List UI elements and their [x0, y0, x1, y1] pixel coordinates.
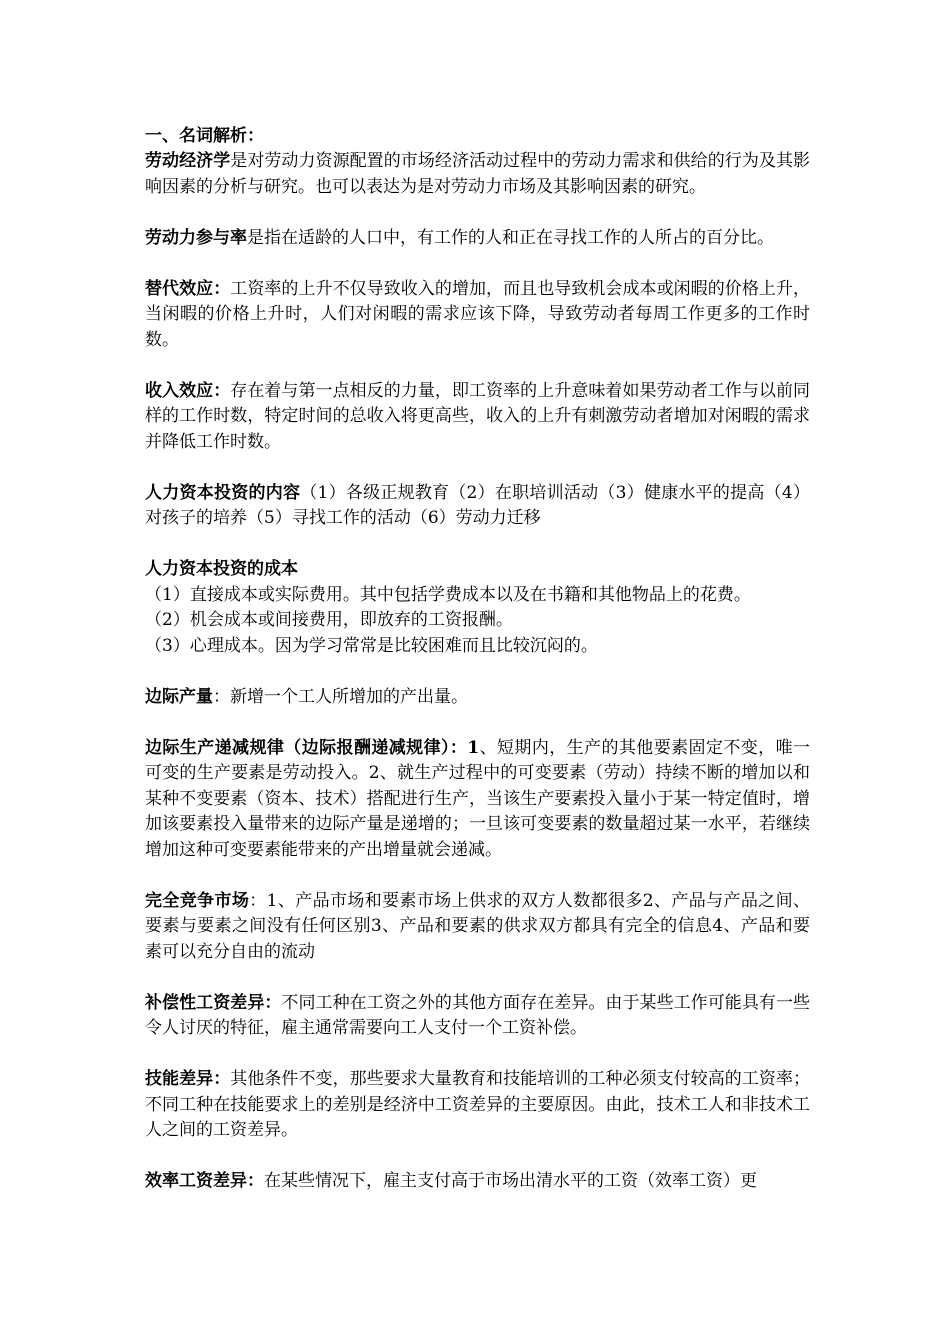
entry-labor-economics	[145, 149, 810, 200]
term: 人力资本投资的成本	[145, 559, 298, 579]
entry-marginal-product	[145, 685, 810, 711]
term: 技能差异：	[145, 1069, 231, 1089]
term: 劳动力参与率	[145, 227, 247, 248]
cost-line: （3）心理成本。因为学习常常是比较困难而且比较沉闷的。	[145, 635, 598, 656]
entry-human-capital-content	[145, 481, 810, 532]
entry-skill-differential	[145, 1067, 810, 1144]
term: 边际生产递减规律（边际报酬递减规律）：1	[145, 737, 480, 758]
term: 劳动经济学	[145, 151, 231, 171]
definition: 其他条件不变，那些要求大量教育和技能培训的工种必须支付较高的工资率；不同工种在技能要求上的差别是经济中工资差异的主要原因。由此，技术工人和非技术工人之间的工资差异。	[145, 1069, 811, 1140]
definition: 存在着与第一点相反的力量，即工资率的上升意味着如果劳动者工作与以前同样的工作时数，特定时间的总收入将更高些，收入的上升有刺激劳动者增加对闲暇的需求并降低工作时数。	[145, 380, 811, 452]
definition: 在某些情况下，雇主支付高于市场出清水平的工资（效率工资）更	[264, 1171, 757, 1191]
definition: 是对劳动力资源配置的市场经济活动过程中的劳动力需求和供给的行为及其影响因素的分析与研究。也可以表达为是对劳动力市场及其影响因素的研究。	[145, 151, 811, 197]
entry-income-effect	[145, 379, 810, 456]
entry-substitution-effect	[145, 277, 810, 354]
entry-compensating-differential	[145, 991, 810, 1042]
entry-diminishing-returns	[145, 736, 810, 864]
cost-line: （1）直接成本或实际费用。其中包括学费成本以及在书籍和其他物品上的花费。	[145, 584, 751, 605]
definition: 、短期内，生产的其他要素固定不变，唯一可变的生产要素是劳动投入。2、就生产过程中的可变要素（劳动）持续不断的增加以和某种不变要素（资本、技术）搭配进行生产，当该生产要素投入量小于某一特定值时，增加该要素投入量带来的边际产量是递增的；一旦该可变要素的数量超过某一水平，若继续增加这种可变要素能带来的产出增量就会递减。	[145, 737, 811, 860]
definition: ：1、产品市场和要素市场上供求的双方人数都很多2、产品与产品之间、要素与要素之间没有任何区别3、产品和要素的供求双方都具有完全的信息4、产品和要素可以充分自由的流动	[145, 890, 811, 962]
definition: （1）各级正规教育（2）在职培训活动（3）健康水平的提高（4）对孩子的培养（5）寻找工作的活动（6）劳动力迁移	[145, 482, 811, 528]
term: 人力资本投资的内容	[145, 482, 301, 503]
entry-human-capital-cost	[145, 557, 810, 659]
term: 替代效应：	[145, 278, 231, 299]
entry-perfect-competition	[145, 889, 810, 966]
entry-participation-rate	[145, 226, 810, 252]
definition: ：新增一个工人所增加的产出量。	[213, 686, 468, 707]
definition: 工资率的上升不仅导致收入的增加，而且也导致机会成本或闲暇的价格上升，当闲暇的价格上升时，人们对闲暇的需求应该下降，导致劳动者每周工作更多的工作时数。	[145, 278, 811, 350]
section-heading: 一、名词解析：	[145, 126, 264, 146]
term: 收入效应：	[145, 380, 231, 401]
term: 补偿性工资差异：	[145, 992, 282, 1013]
term: 效率工资差异：	[145, 1171, 264, 1191]
term: 边际产量	[145, 686, 213, 707]
term: 完全竞争市场	[145, 890, 250, 911]
definition: 是指在适龄的人口中，有工作的人和正在寻找工作的人所占的百分比。	[247, 227, 774, 248]
definition: 不同工种在工资之外的其他方面存在差异。由于某些工作可能具有一些令人讨厌的特征，雇主通常需要向工人支付一个工资补偿。	[145, 992, 810, 1038]
entry-efficiency-wage	[145, 1169, 810, 1195]
cost-line: （2）机会成本或间接费用，即放弃的工资报酬。	[145, 610, 513, 630]
